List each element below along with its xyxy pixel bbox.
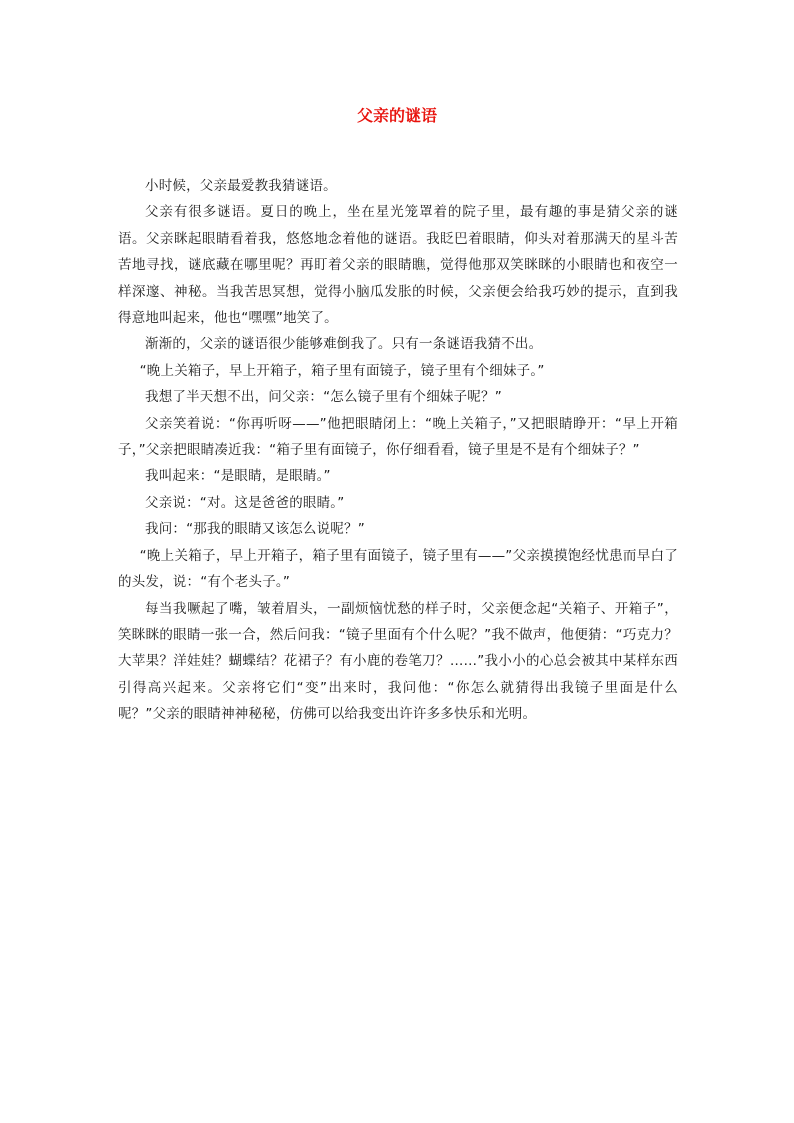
document-body bbox=[118, 173, 678, 728]
paragraph-7: 我叫起来：“是眼睛，是眼睛。” bbox=[145, 468, 331, 485]
paragraph-11: 每当我噘起了嘴，皱着眉头，一副烦恼忧愁的样子时，父亲便念起“关箱子、开箱子”，笑眯眯的眼睛一张一合，然后问我：“镜子里面有个什么呢？”我不做声，他便猜：“巧克力？大苹果？洋娃娃？蝴蝶结？花裙子？有小鹿的卷笔刀？……”我小小的心总会被其中某样东西引得高兴起来。父亲将它们“变”出来时，我问他：“你怎么就猜得出我镜子里面是什么呢？”父亲的眼睛神神秘秘，仿佛可以给我变出许许多多快乐和光明。 bbox=[118, 600, 678, 723]
paragraph-4: “晚上关箱子，早上开箱子，箱子里有面镜子，镜子里有个细妹子。” bbox=[139, 362, 545, 379]
paragraph-1: 小时候，父亲最爱教我猜谜语。 bbox=[145, 178, 337, 194]
paragraph-2: 父亲有很多谜语。夏日的晚上，坐在星光笼罩着的院子里，最有趣的事是猜父亲的谜语。父亲眯起眼睛看着我，悠悠地念着他的谜语。我眨巴着眼睛，仰头对着那满天的星斗苦苦地寻找，谜底藏在哪里呢？再盯着父亲的眼睛瞧，觉得他那双笑眯眯的小眼睛也和夜空一样深邃、神秘。当我苦思冥想，觉得小脑瓜发胀的时候，父亲便会给我巧妙的提示，直到我得意地叫起来，他也“嘿嘿”地笑了。 bbox=[118, 204, 678, 327]
paragraph-6: 父亲笑着说：“你再听呀——”他把眼睛闭上：“晚上关箱子，”又把眼睛睁开：“早上开箱子，”父亲把眼睛凑近我：“箱子里有面镜子，你仔细看看，镜子里是不是有个细妹子？” bbox=[118, 415, 678, 459]
paragraph-8: 父亲说：“对。这是爸爸的眼睛。” bbox=[145, 494, 345, 511]
paragraph-5: 我想了半天想不出，问父亲：“怎么镜子里有个细妹子呢？” bbox=[145, 389, 502, 406]
paragraph-9: 我问：“那我的眼睛又该怎么说呢？” bbox=[145, 521, 365, 538]
paragraph-10: “晚上关箱子，早上开箱子，箱子里有面镜子，镜子里有——”父亲摸摸饱经忧患而早白了的头发，说：“有个老头子。” bbox=[118, 547, 678, 591]
document-title: 父亲的谜语 bbox=[356, 106, 437, 125]
paragraph-3: 渐渐的，父亲的谜语很少能够难倒我了。只有一条谜语我猜不出。 bbox=[145, 336, 543, 353]
